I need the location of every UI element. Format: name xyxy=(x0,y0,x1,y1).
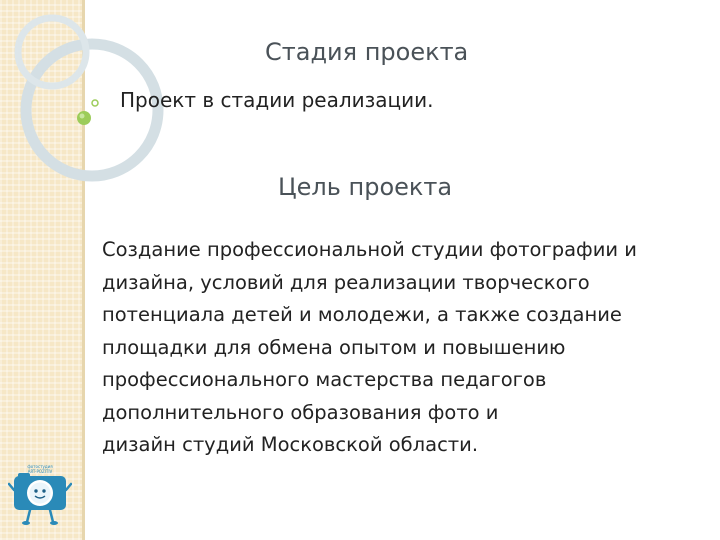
goal-line: дизайна, условий для реализации творческого xyxy=(102,270,590,294)
goal-line: площадки для обмена опытом и повышению xyxy=(102,335,566,359)
goal-title: Цель проекта xyxy=(278,173,453,201)
goal-line: дизайн студий Московской области. xyxy=(102,433,479,456)
goal-text xyxy=(102,234,702,462)
studio-logo xyxy=(8,462,72,528)
goal-line: потенциала детей и молодежи, а также создание xyxy=(102,303,622,326)
goal-line: дополнительного образования фото и xyxy=(102,400,499,424)
stage-title: Стадия проекта xyxy=(265,38,469,66)
bullet-ring xyxy=(92,100,98,106)
logo-caption-top: фотостудия xyxy=(27,464,53,469)
goal-line: Создание профессиональной студии фотографии и xyxy=(102,238,637,261)
stage-text: Проект в стадии реализации. xyxy=(120,88,434,112)
logo-caption xyxy=(14,464,66,474)
goal-line: профессионального мастерства педагогов xyxy=(102,368,547,391)
left-band-edge xyxy=(82,0,85,540)
logo-caption-name: ART-POZITIV xyxy=(27,469,53,474)
left-decorative-band xyxy=(0,0,82,540)
